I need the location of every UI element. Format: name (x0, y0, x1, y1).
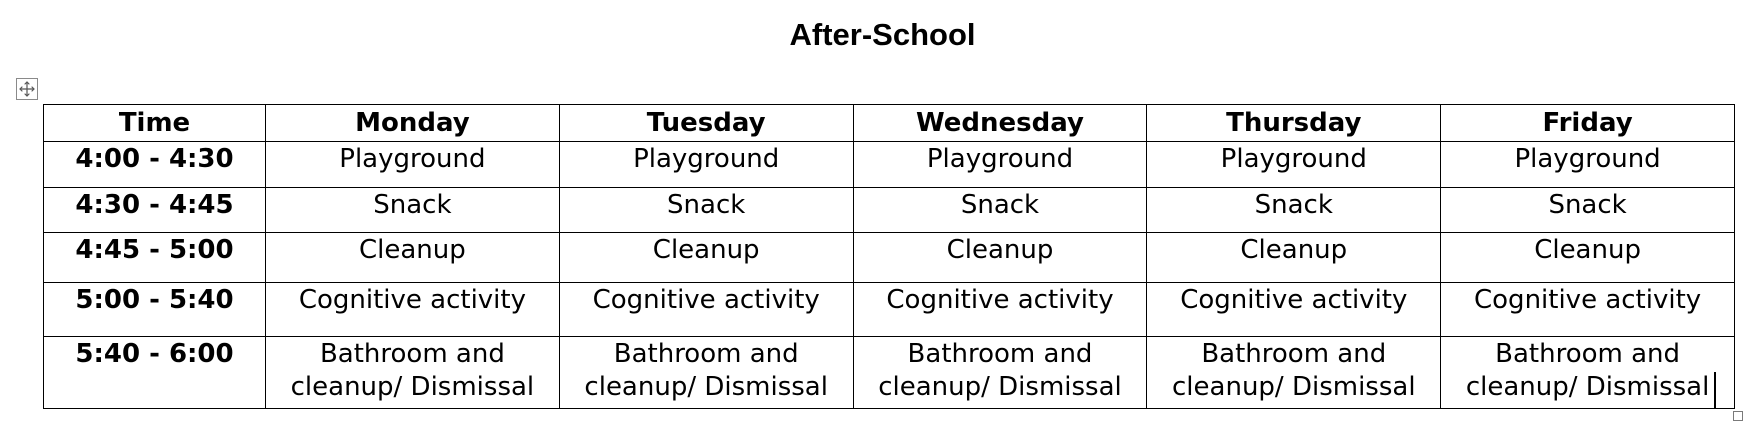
header-monday[interactable]: Monday (266, 105, 560, 142)
header-thursday[interactable]: Thursday (1147, 105, 1441, 142)
cell-line: cleanup/ Dismissal (1465, 372, 1710, 402)
activity-cell-tuesday[interactable]: Playground (559, 142, 853, 188)
activity-cell-friday[interactable]: Playground (1441, 142, 1735, 188)
header-time[interactable]: Time (44, 105, 266, 142)
table-row (44, 337, 1735, 409)
activity-cell-wednesday[interactable]: Cognitive activity (853, 283, 1147, 337)
cell-line: cleanup/ Dismissal (1172, 372, 1416, 402)
table-header-row (44, 105, 1735, 142)
table-row (44, 233, 1735, 283)
activity-cell-wednesday[interactable] (853, 337, 1147, 409)
cell-line: Bathroom and (319, 339, 505, 369)
activity-cell-tuesday[interactable]: Snack (559, 188, 853, 233)
cell-line: Bathroom and (613, 339, 799, 369)
table-resize-handle-icon[interactable] (1733, 411, 1743, 421)
header-wednesday[interactable]: Wednesday (853, 105, 1147, 142)
activity-cell-thursday[interactable]: Cleanup (1147, 233, 1441, 283)
activity-cell-friday[interactable]: Snack (1441, 188, 1735, 233)
cell-line: cleanup/ Dismissal (584, 372, 828, 402)
time-cell[interactable]: 4:30 - 4:45 (44, 188, 266, 233)
document-title: After-School (789, 17, 976, 52)
time-cell[interactable]: 4:45 - 5:00 (44, 233, 266, 283)
activity-cell-wednesday[interactable]: Cleanup (853, 233, 1147, 283)
activity-cell-tuesday[interactable] (559, 337, 853, 409)
time-cell[interactable]: 5:00 - 5:40 (44, 283, 266, 337)
activity-cell-monday[interactable]: Cleanup (266, 233, 560, 283)
cell-line: cleanup/ Dismissal (290, 372, 535, 402)
activity-cell-tuesday[interactable]: Cognitive activity (559, 283, 853, 337)
table-move-handle-icon[interactable] (16, 78, 38, 100)
cell-line: Bathroom and (1495, 339, 1681, 369)
table-row (44, 283, 1735, 337)
table-row (44, 142, 1735, 188)
activity-cell-wednesday[interactable]: Playground (853, 142, 1147, 188)
activity-cell-monday[interactable]: Cognitive activity (266, 283, 560, 337)
activity-cell-friday[interactable]: Cognitive activity (1441, 283, 1735, 337)
cell-line: Bathroom and (1201, 339, 1387, 369)
text-cursor (1714, 372, 1716, 408)
activity-cell-friday[interactable] (1441, 337, 1735, 409)
activity-cell-thursday[interactable]: Playground (1147, 142, 1441, 188)
time-cell[interactable]: 4:00 - 4:30 (44, 142, 266, 188)
header-tuesday[interactable]: Tuesday (559, 105, 853, 142)
activity-cell-thursday[interactable]: Cognitive activity (1147, 283, 1441, 337)
activity-cell-monday[interactable] (266, 337, 560, 409)
header-friday[interactable]: Friday (1441, 105, 1735, 142)
activity-cell-wednesday[interactable]: Snack (853, 188, 1147, 233)
cell-line: cleanup/ Dismissal (878, 372, 1122, 402)
activity-cell-thursday[interactable] (1147, 337, 1441, 409)
table-row (44, 188, 1735, 233)
cell-line: Bathroom and (907, 339, 1093, 369)
activity-cell-tuesday[interactable]: Cleanup (559, 233, 853, 283)
activity-cell-monday[interactable]: Snack (266, 188, 560, 233)
activity-cell-monday[interactable]: Playground (266, 142, 560, 188)
activity-cell-friday[interactable]: Cleanup (1441, 233, 1735, 283)
schedule-table[interactable] (43, 104, 1735, 409)
time-cell[interactable]: 5:40 - 6:00 (44, 337, 266, 409)
activity-cell-thursday[interactable]: Snack (1147, 188, 1441, 233)
